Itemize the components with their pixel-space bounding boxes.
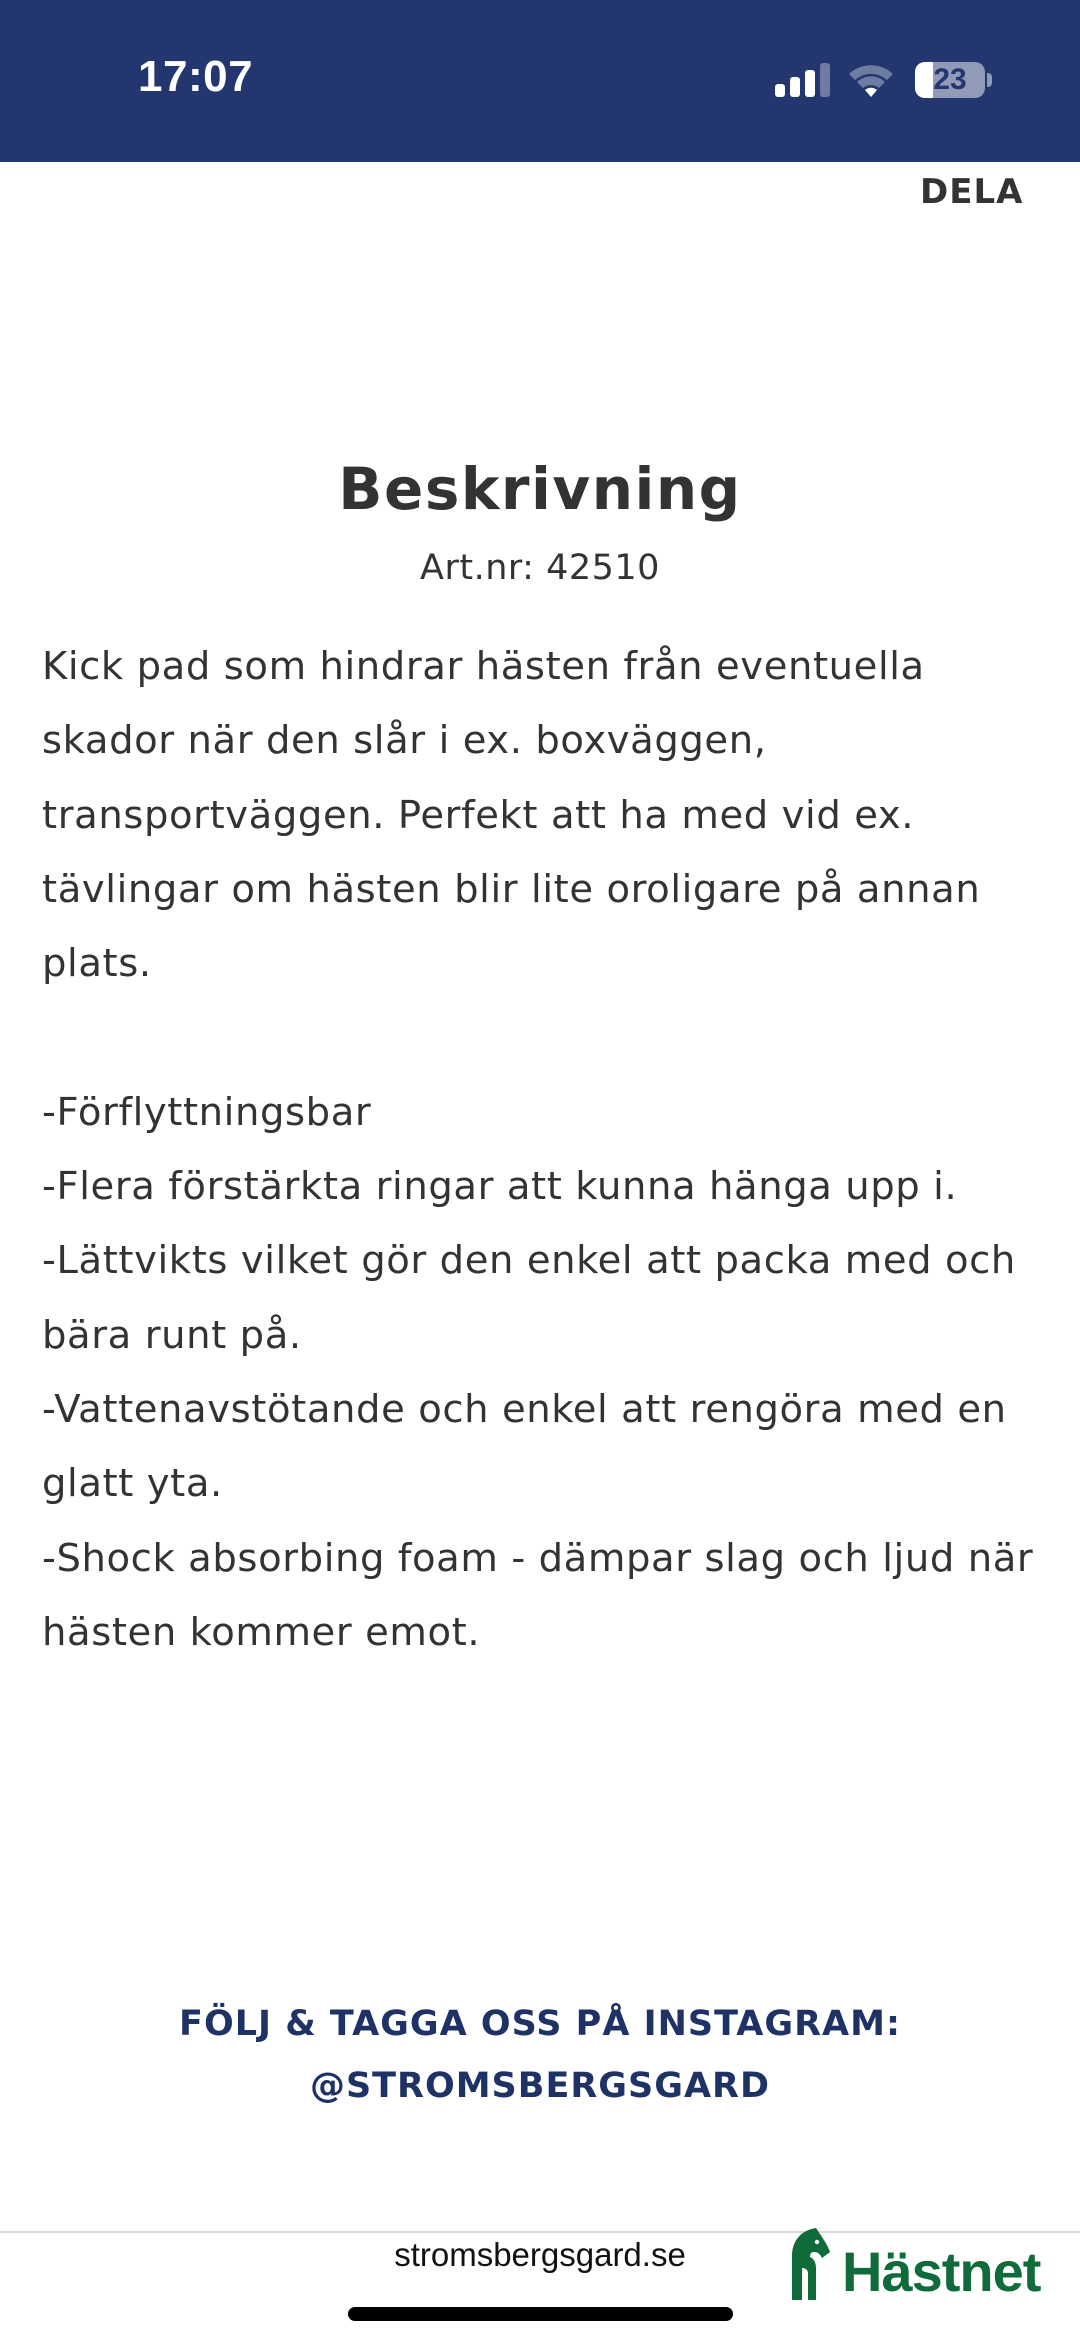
status-time: 17:07: [138, 52, 254, 101]
article-number: Art.nr: 42510: [420, 548, 660, 588]
battery-icon: [915, 62, 985, 98]
cellular-signal-icon: [775, 63, 831, 97]
share-button[interactable]: DELA: [920, 172, 1024, 212]
instagram-cta[interactable]: [0, 1993, 1080, 2117]
product-description: [42, 630, 1052, 1670]
description-spacer: [42, 1001, 1052, 1075]
feature-item: -Förflyttningsbar: [42, 1089, 372, 1135]
feature-item: -Lättvikts vilket gör den enkel att packa med och bära runt på.: [42, 1238, 1016, 1358]
instagram-cta-line1: FÖLJ & TAGGA OSS PÅ INSTAGRAM:: [179, 2004, 901, 2044]
battery-nub: [987, 73, 992, 87]
section-title: Beskrivning: [338, 455, 742, 523]
hastnet-brand-logo[interactable]: [790, 2228, 1040, 2304]
instagram-handle-link[interactable]: @STROMSBERGSGARD: [309, 2066, 771, 2106]
wifi-icon: [846, 60, 896, 98]
brand-name: Hästnet: [842, 2240, 1041, 2303]
horse-head-logo-icon: [790, 2228, 832, 2300]
home-indicator[interactable]: [348, 2307, 733, 2321]
battery-percent: 23: [933, 63, 967, 96]
description-paragraph: Kick pad som hindrar hästen från eventuella skador när den slår i ex. boxväggen, transportväggen. Perfekt att ha med vid ex. tävlingar om hästen blir lite oroligare på annan plats.: [42, 644, 981, 987]
feature-item: -Vattenavstötande och enkel att rengöra med en glatt yta.: [42, 1386, 1007, 1507]
site-url-link[interactable]: stromsbergsgard.se: [394, 2236, 686, 2273]
status-bar: [0, 0, 1080, 162]
feature-item: -Shock absorbing foam - dämpar slag och ljud när hästen kommer emot.: [42, 1535, 1034, 1655]
feature-item: -Flera förstärkta ringar att kunna hänga upp i.: [42, 1164, 958, 1210]
